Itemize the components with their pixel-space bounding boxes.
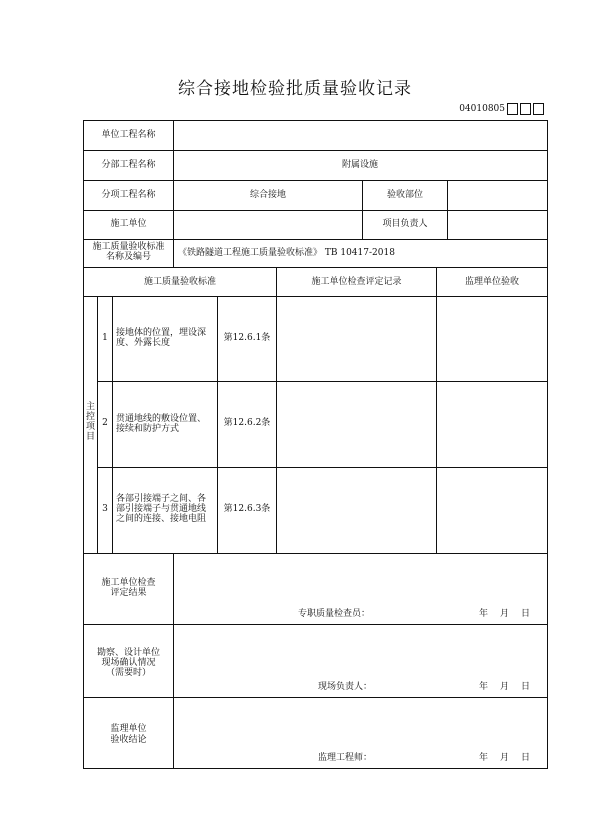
item-number: 2: [102, 418, 108, 428]
subitem-field[interactable]: 综合接地: [249, 190, 286, 200]
item-clause: 第12.6.1条: [223, 333, 271, 343]
main-control-char: 控: [85, 412, 95, 422]
item-description-line: 贯通地线的敷设位置、: [116, 414, 207, 424]
division-label: 分部工程名称: [101, 160, 156, 170]
row-line: [83, 150, 548, 151]
item-description-line: 接续和防护方式: [116, 424, 180, 434]
form-code-number: 04010805: [459, 104, 505, 114]
item-description-line: 部引接端子与贯通地线: [116, 504, 207, 514]
supervisor-conclusion-field[interactable]: [174, 698, 547, 752]
form-code: [459, 103, 544, 115]
page-title: 综合接地检验批质量验收记录: [178, 79, 412, 99]
row-line: [83, 210, 548, 211]
header-contractor-record: 施工单位检查评定记录: [311, 277, 402, 287]
survey-design-label: [84, 648, 173, 678]
row-line: [83, 267, 548, 268]
date-month: 月: [500, 609, 510, 619]
date-day: 日: [521, 753, 531, 763]
project-leader-label: 项目负责人: [382, 219, 428, 229]
item-contractor-record[interactable]: [277, 297, 436, 381]
supervisor-conclusion-label: [84, 724, 173, 746]
code-box-2[interactable]: [520, 103, 531, 115]
section-label-line: 验收结论: [110, 735, 147, 745]
item-contractor-record[interactable]: [277, 468, 436, 553]
contractor-label: 施工单位: [110, 219, 147, 229]
item-description-line: 之间的连接、接地电阻: [116, 514, 207, 524]
site-leader-signer: 现场负责人：: [318, 682, 373, 692]
item-number: 3: [102, 504, 108, 514]
unit-project-label: 单位工程名称: [101, 130, 156, 140]
division-field[interactable]: 附属设施: [341, 160, 378, 170]
date-month: 月: [500, 753, 510, 763]
item-clause: 第12.6.2条: [223, 418, 271, 428]
border-top: [83, 120, 548, 121]
code-box-1[interactable]: [507, 103, 518, 115]
section-label-line: 现场确认情况: [101, 658, 156, 668]
contractor-check-label: [84, 578, 173, 598]
standard-label-line: 名称及编号: [105, 252, 151, 262]
border-bottom: [83, 768, 548, 769]
survey-design-field[interactable]: [174, 625, 547, 680]
date-year: 年: [479, 753, 489, 763]
item-description-line: 度、外露长度: [116, 338, 171, 348]
main-control-char: 目: [85, 432, 95, 442]
col-line: [362, 180, 363, 239]
date-month: 月: [500, 682, 510, 692]
standard-label: [84, 242, 173, 262]
inspection-part-label: 验收部位: [386, 190, 423, 200]
date-day: 日: [521, 609, 531, 619]
supervising-engineer-signer: 监理工程师：: [318, 753, 373, 763]
item-description-line: 各部引接端子之间、各: [116, 494, 207, 504]
item-clause: 第12.6.3条: [223, 504, 271, 514]
header-supervisor: 监理单位验收: [464, 277, 519, 287]
item-description-line: 接地体的位置，埋设深: [116, 328, 207, 338]
section-label-line: 施工单位检查: [101, 578, 156, 588]
date-year: 年: [479, 609, 489, 619]
row-line: [83, 239, 548, 240]
header-standard: 施工质量验收标准: [143, 277, 216, 287]
item-description: [116, 328, 217, 348]
section-label-line: 评定结果: [110, 588, 147, 598]
col-line: [447, 180, 448, 239]
contractor-check-field[interactable]: [174, 554, 547, 608]
item-number: 1: [102, 333, 108, 343]
main-control-char: 项: [85, 422, 95, 432]
item-supervisor-check[interactable]: [437, 382, 547, 467]
main-control-char: 主: [85, 402, 95, 412]
code-box-3[interactable]: [533, 103, 544, 115]
item-supervisor-check[interactable]: [437, 297, 547, 381]
item-description: [116, 494, 217, 524]
item-supervisor-check[interactable]: [437, 468, 547, 553]
item-contractor-record[interactable]: [277, 382, 436, 467]
main-control-label: [84, 402, 97, 442]
subitem-label: 分项工程名称: [101, 190, 156, 200]
section-label-line: （需要时）: [105, 668, 151, 678]
section-label-line: 监理单位: [110, 724, 147, 734]
standard-field[interactable]: 《铁路隧道工程施工质量验收标准》 TB 10417-2018: [178, 248, 395, 258]
row-line: [83, 180, 548, 181]
section-label-line: 勘察、设计单位: [96, 648, 160, 658]
border-right: [547, 120, 548, 769]
date-day: 日: [521, 682, 531, 692]
item-description: [116, 414, 217, 434]
col-line: [112, 296, 113, 553]
quality-inspector-signer: 专职质量检查员：: [298, 609, 371, 619]
standard-label-line: 施工质量验收标准: [92, 242, 165, 252]
date-year: 年: [479, 682, 489, 692]
